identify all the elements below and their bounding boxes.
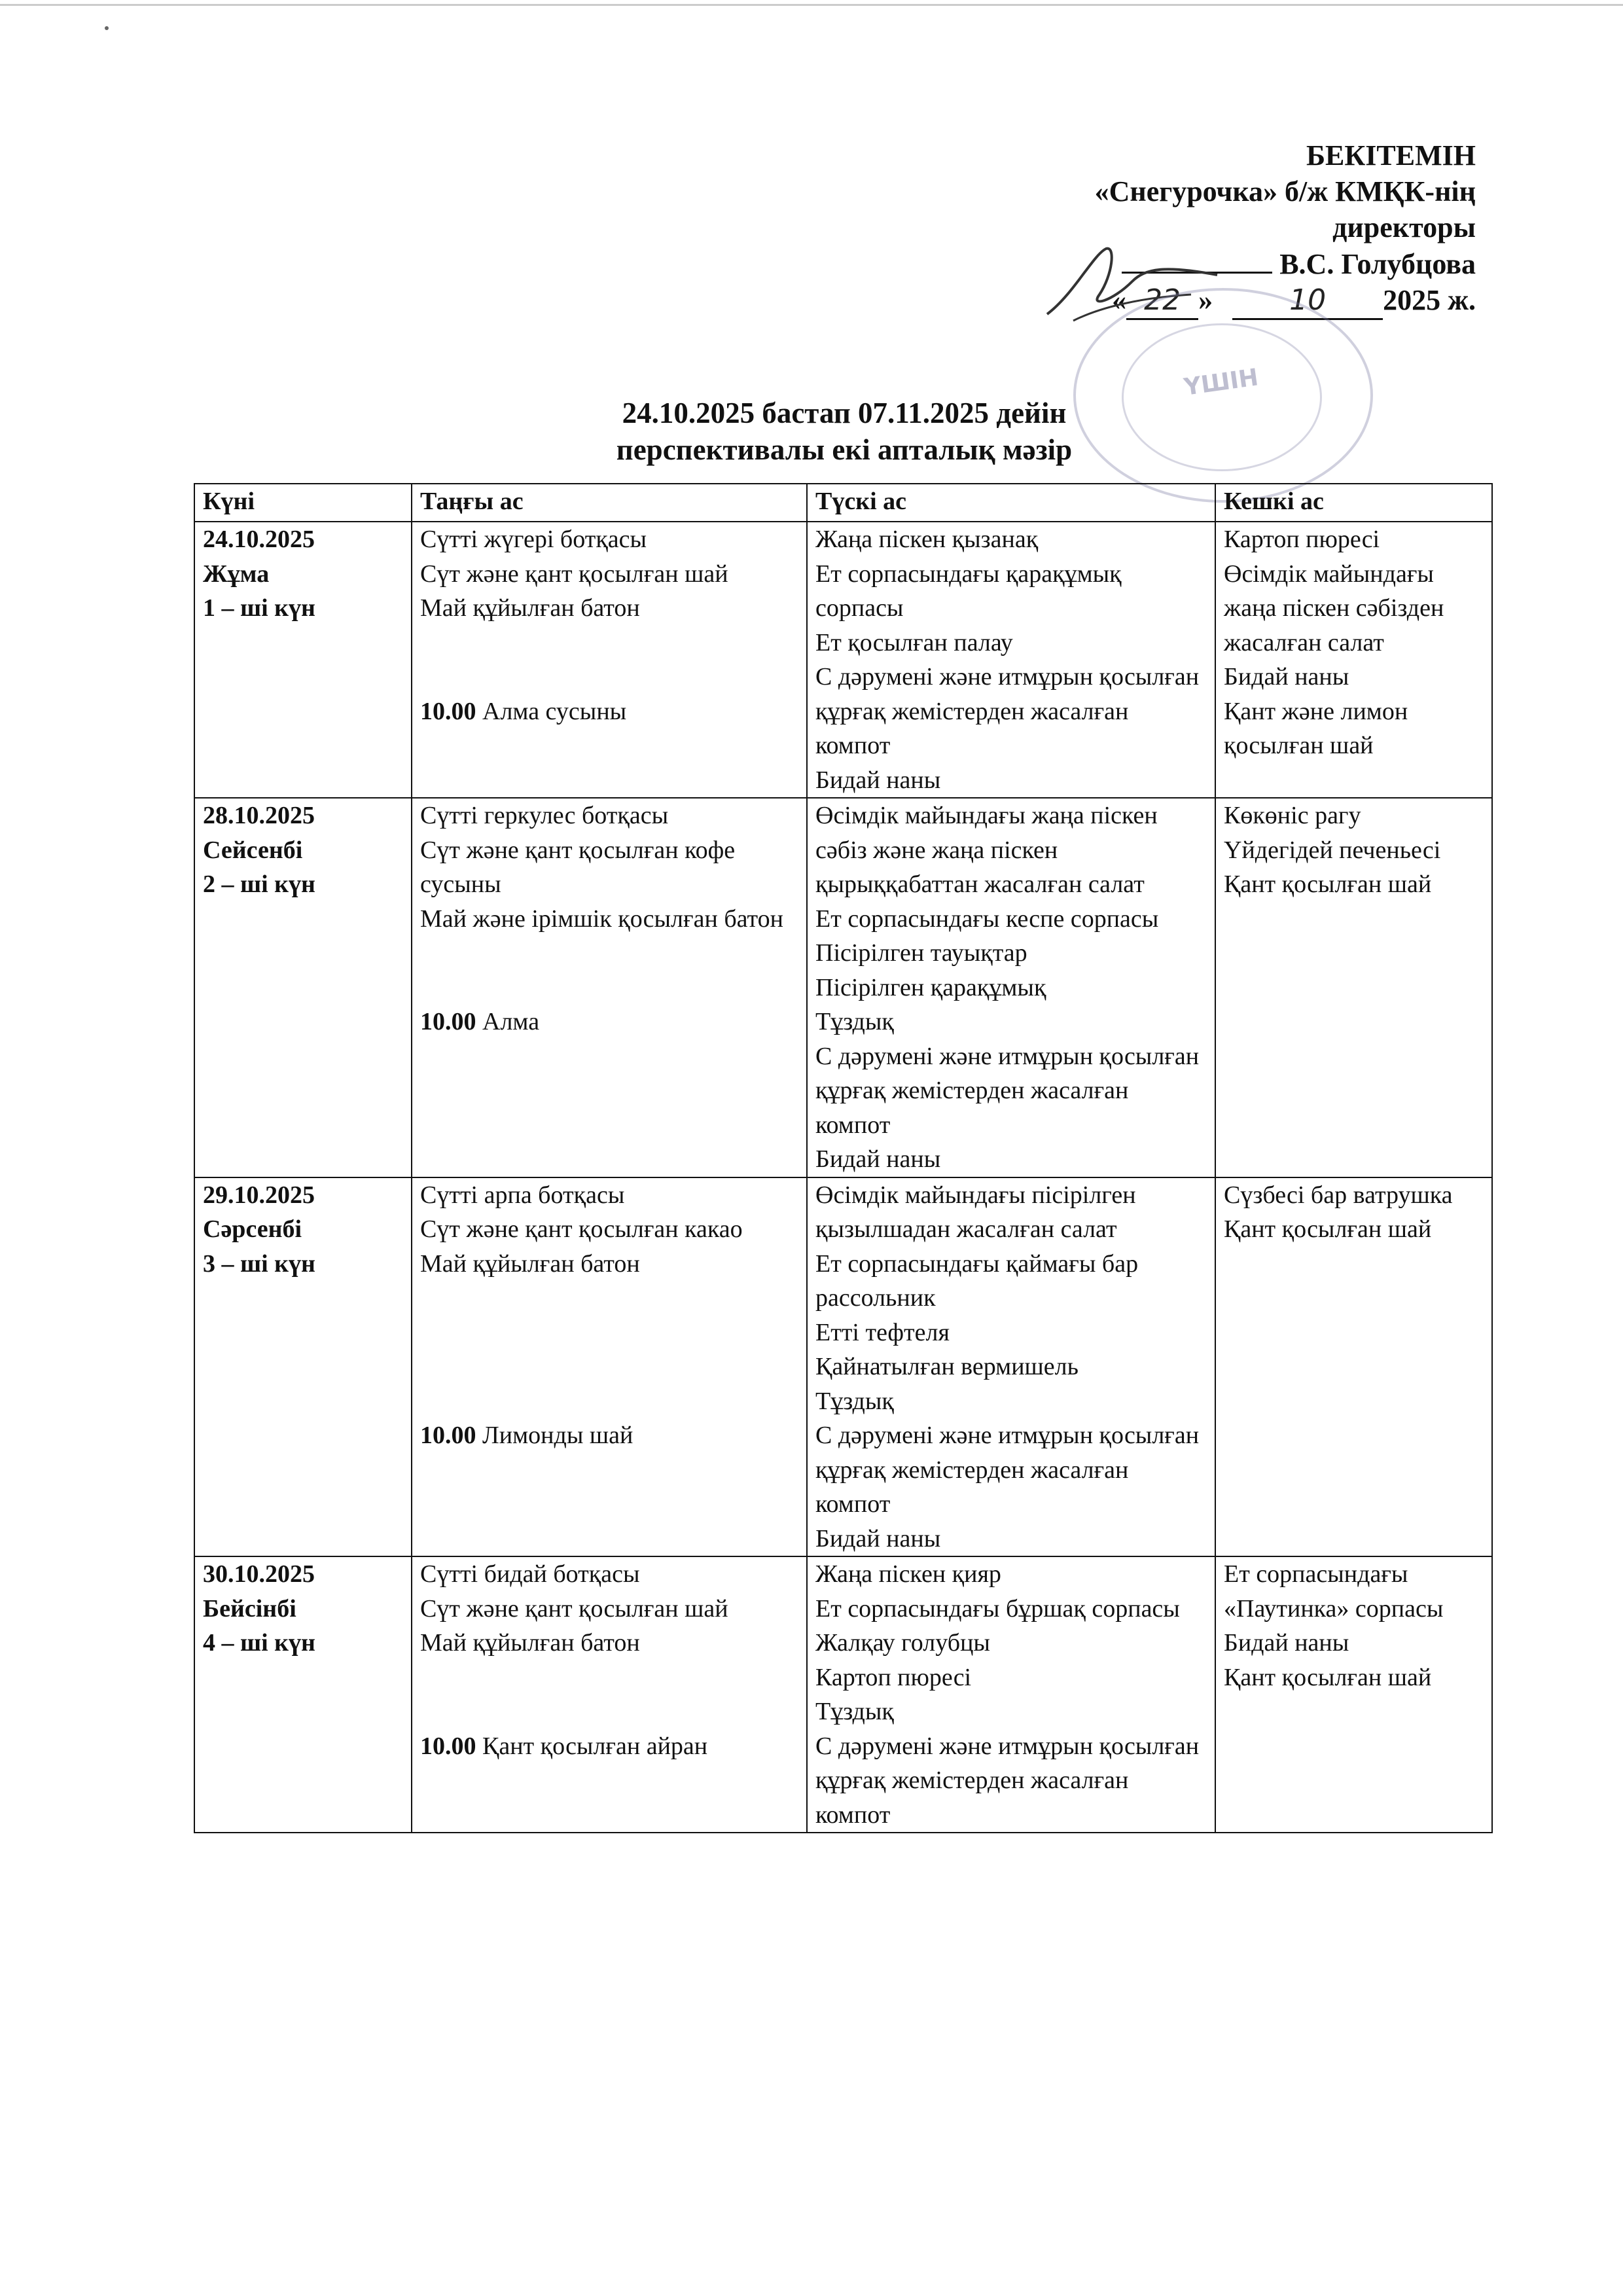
breakfast-item: Май құйылған батон [420, 594, 640, 622]
dinner-item: Үйдегідей печеньесі [1224, 836, 1441, 864]
day-weekday: Бейсінбі [203, 1594, 296, 1623]
dinner-cell [1215, 798, 1492, 1177]
day-cell [194, 798, 412, 1177]
lunch-item: Тұздық [815, 1698, 894, 1725]
lunch-item: Пісірілген тауықтар [815, 939, 1027, 967]
approval-position: директоры [1332, 211, 1476, 243]
lunch-cell [807, 798, 1215, 1177]
lunch-item: Ет сорпасындағы қаймағы бар рассольник [815, 1249, 1139, 1312]
lunch-item: Бидай наны [815, 1524, 941, 1552]
scan-dot [105, 26, 109, 30]
dinner-item: Бидай наны [1224, 663, 1349, 691]
dinner-item: Сүзбесі бар ватрушка [1224, 1181, 1453, 1209]
day-date: 24.10.2025 [203, 526, 315, 553]
stamp-text: ҮШІН [1182, 364, 1260, 401]
snack-time: 10.00 [420, 1008, 476, 1035]
breakfast-item: Май және ірімшік қосылған батон [420, 905, 783, 933]
dinner-cell [1215, 1177, 1492, 1557]
snack-line [420, 1005, 798, 1039]
lunch-item: Ет сорпасындағы бұршақ сорпасы [815, 1594, 1180, 1623]
dinner-item: Өсімдік майындағы жаңа піскен сәбізден жасалған салат [1224, 560, 1444, 656]
day-number: 1 – ші күн [203, 594, 315, 622]
day-number: 3 – ші күн [203, 1249, 315, 1278]
date-day: 22 [1126, 282, 1198, 320]
lunch-item: Ет сорпасындағы қарақұмық сорпасы [815, 560, 1122, 622]
lunch-item: Бидай наны [815, 1145, 941, 1173]
approval-heading: БЕКІТЕМІН [1306, 139, 1476, 171]
lunch-item: Жалқау голубцы [815, 1629, 990, 1657]
snack-item: Лимонды шай [482, 1422, 633, 1449]
lunch-item: Өсімдік майындағы пісірілген қызылшадан жасалған салат [815, 1181, 1136, 1243]
breakfast-item: Май құйылған батон [420, 1629, 640, 1657]
dinner-item: Картоп пюресі [1224, 526, 1380, 553]
dinner-item: Көкөніс рагу [1224, 802, 1361, 829]
day-weekday: Сәрсенбі [203, 1215, 302, 1243]
dinner-item: Бидай наны [1224, 1629, 1349, 1657]
lunch-item: С дәрумені және итмұрын қосылған құрғақ жемістерден жасалған компот [815, 663, 1200, 759]
day-cell [194, 522, 412, 798]
breakfast-cell [412, 522, 807, 798]
breakfast-item: Сүт және қант қосылған какао [420, 1215, 743, 1243]
lunch-item: Пісірілген қарақұмық [815, 973, 1046, 1001]
day-cell [194, 1556, 412, 1833]
dinner-item: Қант қосылған шай [1224, 1663, 1432, 1691]
lunch-item: Картоп пюресі [815, 1663, 972, 1691]
lunch-cell [807, 1177, 1215, 1557]
snack-item: Алма сусыны [482, 697, 627, 725]
dinner-cell [1215, 522, 1492, 798]
lunch-item: Қайнатылған вермишель [815, 1353, 1079, 1380]
breakfast-cell [412, 1177, 807, 1557]
day-date: 28.10.2025 [203, 802, 315, 829]
lunch-item: Жаңа піскен қияр [815, 1560, 1001, 1588]
snack-time: 10.00 [420, 1732, 476, 1760]
snack-line [420, 1729, 798, 1764]
dinner-item: Қант және лимон қосылған шай [1224, 697, 1408, 759]
lunch-item: С дәрумені және итмұрын қосылған құрғақ жемістерден жасалған компот [815, 1732, 1200, 1829]
dinner-item: Қант қосылған шай [1224, 870, 1432, 898]
day-cell [194, 1177, 412, 1557]
lunch-item: Етті тефтеля [815, 1318, 950, 1346]
day-number: 4 – ші күн [203, 1629, 315, 1657]
day-date: 30.10.2025 [203, 1560, 315, 1588]
breakfast-item: Май құйылған батон [420, 1249, 640, 1278]
lunch-item: Ет сорпасындағы кеспе сорпасы [815, 905, 1159, 933]
lunch-cell [807, 1556, 1215, 1833]
breakfast-item: Сүтті жүгері ботқасы [420, 526, 647, 553]
approval-organization: «Снегурочка» б/ж КМҚК-нің [1094, 175, 1476, 207]
lunch-item: Өсімдік майындағы жаңа піскен сәбіз және жаңа піскен қырыққабаттан жасалған салат [815, 802, 1158, 898]
header-dinner: Кешкі ас [1215, 484, 1492, 522]
breakfast-item: Сүтті арпа ботқасы [420, 1181, 625, 1209]
lunch-item: Тұздық [815, 1008, 894, 1035]
approver-name: В.С. Голубцова [1279, 248, 1476, 280]
dinner-cell [1215, 1556, 1492, 1833]
snack-line [420, 694, 798, 729]
dinner-item: Ет сорпасындағы «Паутинка» сорпасы [1224, 1560, 1444, 1623]
breakfast-item: Сүт және қант қосылған шай [420, 1594, 728, 1623]
day-number: 2 – ші күн [203, 870, 315, 898]
table-row [194, 798, 1492, 1177]
snack-time: 10.00 [420, 1422, 476, 1449]
breakfast-item: Сүтті бидай ботқасы [420, 1560, 640, 1588]
lunch-item: Бидай наны [815, 766, 941, 794]
day-weekday: Жұма [203, 560, 270, 588]
breakfast-item: Сүтті геркулес ботқасы [420, 802, 669, 829]
day-date: 29.10.2025 [203, 1181, 315, 1209]
date-open-quote: « [1112, 284, 1127, 316]
date-close-quote: » [1198, 284, 1213, 316]
snack-item: Қант қосылған айран [482, 1732, 708, 1760]
menu-table [194, 483, 1493, 1833]
title-line-2: перспективалы екі апталық мәзір [616, 433, 1073, 466]
date-year: 2025 ж. [1383, 284, 1476, 316]
breakfast-cell [412, 1556, 807, 1833]
table-header-row [194, 484, 1492, 522]
table-row [194, 1177, 1492, 1557]
snack-line [420, 1418, 798, 1453]
breakfast-cell [412, 798, 807, 1177]
header-lunch: Түскі ас [807, 484, 1215, 522]
document-title [458, 395, 1230, 468]
day-weekday: Сейсенбі [203, 836, 303, 864]
title-line-1: 24.10.2025 бастап 07.11.2025 дейін [622, 397, 1067, 429]
lunch-item: С дәрумені және итмұрын қосылған құрғақ жемістерден жасалған компот [815, 1042, 1200, 1139]
breakfast-item: Сүт және қант қосылған кофе сусыны [420, 836, 736, 898]
lunch-item: Ет қосылған палау [815, 628, 1013, 656]
lunch-item: Тұздық [815, 1387, 894, 1415]
table-row [194, 1556, 1492, 1833]
lunch-item: С дәрумені және итмұрын қосылған құрғақ жемістерден жасалған компот [815, 1422, 1200, 1518]
breakfast-item: Сүт және қант қосылған шай [420, 560, 728, 588]
date-month: 10 [1232, 282, 1383, 320]
lunch-cell [807, 522, 1215, 798]
lunch-item: Жаңа піскен қызанақ [815, 526, 1039, 553]
snack-time: 10.00 [420, 697, 476, 725]
snack-item: Алма [482, 1008, 540, 1035]
scan-edge-line [0, 4, 1623, 6]
header-day: Күні [194, 484, 412, 522]
dinner-item: Қант қосылған шай [1224, 1215, 1432, 1243]
header-breakfast: Таңғы ас [412, 484, 807, 522]
table-row [194, 522, 1492, 798]
